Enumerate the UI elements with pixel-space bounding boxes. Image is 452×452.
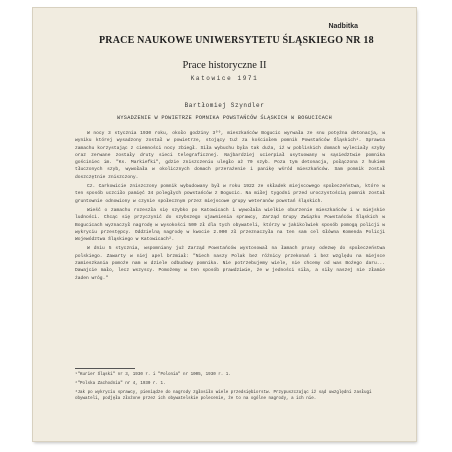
footnote: ¹"Kurier Śląski" nr 3, 1930 r. i "Polonia" nr 1005, 1930 r. 1. (75, 373, 231, 377)
article-title: WYSADZENIE W POWIETRZE POMNIKA POWSTAŃCÓW ŚLĄSKICH W BOGUCICACH (116, 115, 333, 121)
paragraph: W nocy 3 stycznia 1930 roku, około godziny 3⁰⁰, mieszkańców Bogucic wyrwała ze snu potężna detonacja, w wyniku której wysadzony został w powietrze, stojący tuż za kościołem pomnik Powstańców Śląskich¹. Sprawca zamachu korzystając z ciemności nocy zbiegł. Siła wybuchu była tak duża, iż w pobliskich domach wyleciały szyby oraz zerwane zostały druty sieci telegraficznej. Najbardziej ucierpiał usytuowany w sąsiedztwie pomnika gościniec im. "Ks. Markiefki", gdzie zniszczeniu uległo aż 70 szyb. Poza tym detonacja, połączona z hukiem tłuczonych szyb, wywołała w okolicznych domach przerażenie i panikę wśród mieszkańców. Sam pomnik został doszczętnie zniszczony. (75, 131, 385, 180)
document-page (33, 8, 416, 441)
footnote: ²"Polska Zachodnia" nr 4, 1930 r. 1. (75, 382, 166, 386)
paragraph: Cz. Carkowicie zniszczony pomnik wybudowany był w roku 1922 ze składek miejscowego społeczeństwa, które w ten sposób uczciło pamięć 34 poległych powstańców z Bogucic. Na miłej tygodni przed uroczystością pomnik został gruntownie odnowiony w czynie społecznym przez miejscowe grupy weteranów powstań śląskich. (75, 184, 385, 204)
place-year: Katowice 1971 (190, 75, 259, 82)
paragraph: W dniu 5 stycznia, wspomniany już Zarząd Powstańców wystosował na łamach prasy odezwę do społeczeństwa polskiego. Zawarty w niej apel brzmiał: "Niech naszy Polak bez różnicy przekonań i bez względu na miejsce zamieszkania pomoże nam w dziele odbudowy pomnika. Nie potrzebujemy wiele, nie chcemy od was Bożego daru... Dawajcie mało, lecz wszyscy. Pomożemy w ten sposób prawdziwie, że w jedności siła, a siły naszej nie złamie żaden wróg." (75, 246, 385, 281)
series-title: Prace historyczne II (182, 60, 267, 71)
footnote-divider (75, 368, 135, 369)
paragraph: Wieść o zamachu rozeszła się szybko po Katowicach i wywołała wielkie oburzenie mieszkańców i w miejskie ludności. Chcąc się przyczynić do szybszego ujawnienia sprawcy, Zarząd Grupy Związku Powstańców Śląskich w Bogucicach wyznaczył nagrodę w wysokości 500 zł dla tych obywateli, którzy w jakikolwiek sposób pomogą policji w wykryciu przestępcy. Oddzielną nagrodę w kwocie 2.000 zł przeznaczyła na ten sam cel Główna Komenda Policji Województwa Śląskiego w Katowicach². (75, 207, 385, 243)
footnotes (75, 372, 385, 405)
author-name: Bartłomiej Szyndler (184, 102, 265, 109)
reprint-label: Nadbitka (328, 23, 358, 30)
article-body (75, 130, 385, 284)
footnote: ³Jak po wykryciu sprawcy, pieniądze do nagrody zgłosiło wiele przedsiębiorstw. Przypuszczając iż sąd uwzględni zasługi obywateli, podjęła złożone przez ich obywatelskie polecenie, że to na ogólne nagrody, a ich nie. (75, 391, 372, 401)
journal-title: PRACE NAUKOWE UNIWERSYTETU ŚLĄSKIEGO NR 18 (99, 35, 374, 46)
